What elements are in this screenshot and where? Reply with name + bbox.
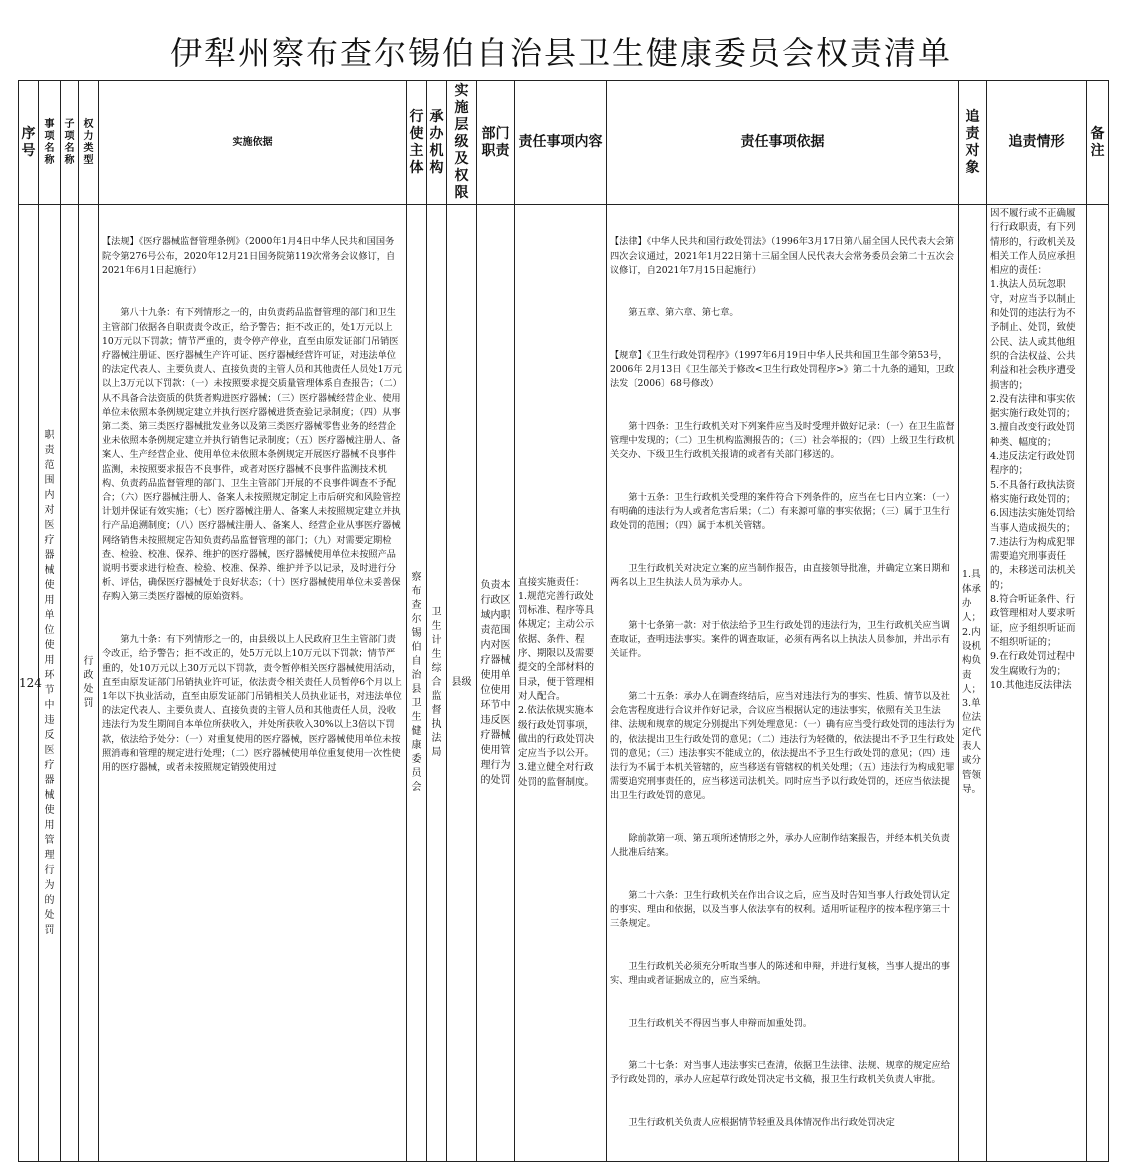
resp-basis-paragraph: 第十五条：卫生行政机关受理的案件符合下列条件的，应当在七日内立案：（一）有明确的违法行为人或者危害后果；（二）有来源可靠的事实依据；（三）属于卫生行政处罚的范围；（四）属于本机关管辖。	[610, 492, 955, 532]
row-remark	[1087, 205, 1109, 1162]
header-remark: 备注	[1087, 81, 1109, 205]
header-resp-basis: 责任事项依据	[607, 81, 959, 205]
row-dept-duty: 负责本行政区域内职责范围内对医疗器械使用单位使用环节中违反医疗器械使用管理行为的处罚	[477, 205, 515, 1162]
page-title: 伊犁州察布查尔锡伯自治县卫生健康委员会权责清单	[169, 34, 952, 72]
basis-paragraph: 【法规】《医疗器械监督管理条例》（2000年1月4日中华人民共和国国务院令第276号公布，2020年12月21日国务院第119次常务会议修订，自2021年6月1日起施行）	[102, 236, 396, 276]
header-item-name: 事项名称	[39, 81, 61, 205]
resp-basis-paragraph: 第十四条：卫生行政机关对下列案件应当及时受理并做好记录：（一）在卫生监督管理中发现的；（二）卫生机构监测报告的；（三）社会举报的；（四）上级卫生行政机关交办、下级卫生行政机关报请的或者有关部门移送的。	[610, 421, 955, 461]
table-row	[19, 205, 1109, 1162]
header-account-case: 追责情形	[987, 81, 1087, 205]
resp-basis-paragraph: 第二十六条：卫生行政机关在作出合议之后，应当及时告知当事人行政处罚认定的事实、理由和依据，以及当事人依法享有的权利。适用听证程序的按本程序第三十三条规定。	[610, 889, 950, 930]
row-accountable: 1.具体承办人； 2.内设机构负责人； 3.单位法定代表人或分管领导。	[959, 205, 987, 1162]
basis-paragraph: 第八十九条：有下列情形之一的，由负责药品监督管理的部门和卫生主管部门依据各自职责责令改正，给予警告；拒不改正的，处1万元以上10万元以下罚款；情节严重的，责令停产停业，直至由原发证部门吊销医疗器械注册证、医疗器械生产许可证、医疗器械经营许可证，对违法单位的法定代表人、主要负责人、直接负责的主管人员和其他责任人员处1万元以上3万元以下罚款：（一）未按照要求提交质量管理体系自查报告；（二）从不具备合法资质的供货者购进医疗器械；（三）医疗器械经营企业、使用单位未依照本条例规定建立并执行医疗器械进货查验记录制度；（四）从事第二类、第三类医疗器械批发业务以及第三类医疗器械零售业务的经营企业未依照本条例规定建立并执行销售记录制度；（五）医疗器械注册人、备案人、生产经营企业、使用单位未依照本条例规定开展医疗器械不良事件监测，未按照要求报告不良事件，或者对医疗器械不良事件监测技术机构、负责药品监督管理的部门、卫生主管部门开展的不良事件调查不予配合；（六）医疗器械注册人、备案人未按照规定制定上市后研究和风险管控计划并保证有效实施；（七）医疗器械注册人、备案人未按照规定建立并执行产品追溯制度；（八）医疗器械注册人、备案人、经营企业从事医疗器械网络销售未按照规定告知负责药品监督管理的部门；（九）对需要定期检查、检验、校准、保养、维护的医疗器械，医疗器械使用单位未按照产品说明书要求进行检查、检验、校准、保养、维护并予以记录，及时进行分析、评估，确保医疗器械处于良好状态；（十）医疗器械使用单位未妥善保存购入第三类医疗器械的原始资料。	[102, 307, 402, 603]
row-power-type: 行政处罚	[79, 205, 99, 1162]
resp-basis-paragraph: 第十七条第一款：对于依法给予卫生行政处罚的违法行为，卫生行政机关应当调查取证，查明违法事实。案件的调查取证，必须有两名以上执法人员参加，并出示有关证件。	[610, 619, 950, 660]
header-handler: 承办机构	[427, 81, 447, 205]
row-level: 县级	[447, 205, 477, 1162]
resp-basis-paragraph: 卫生行政机关负责人应根据情节轻重及具体情况作出行政处罚决定	[610, 1117, 895, 1128]
resp-basis-paragraph: 卫生行政机关对决定立案的应当制作报告，由直接领导批准，并确定立案日期和两名以上卫生执法人员为承办人。	[610, 563, 950, 589]
row-resp-content: 直接实施责任： 1.规范完善行政处罚标准、程序等具体规定；主动公示依据、条件、程序、期限以及需要提交的全部材料的目录，便于管理相对人配合。 2.依法依规实施本级行政处罚事项，做出的行政处罚决定应当予以公开。 3.建立健全对行政处罚的监督制度。	[515, 205, 607, 1162]
resp-basis-paragraph: 第五章、第六章、第七章。	[610, 307, 739, 319]
resp-basis-paragraph: 卫生行政机关必须充分听取当事人的陈述和申辩，并进行复核，当事人提出的事实、理由或者证据成立的，应当采纳。	[610, 960, 950, 986]
resp-basis-paragraph: 【法律】《中华人民共和国行政处罚法》（1996年3月17日第八届全国人民代表大会第四次会议通过，2021年1月22日第十三届全国人民代表大会常务委员会第二十五次会议修订，自2021年7月15日起施行）	[610, 236, 955, 276]
row-resp-basis	[607, 205, 959, 1162]
resp-basis-paragraph: 【规章】《卫生行政处罚程序》（1997年6月19日中华人民共和国卫生部令第53号，2006年 2月13日《卫生部关于修改<卫生行政处罚程序>》第二十九条的通知，卫政法发〔2006〕68号修改）	[610, 350, 955, 390]
header-seq: 序号	[19, 81, 39, 205]
header-row	[19, 81, 1109, 205]
resp-basis-paragraph: 第二十七条：对当事人违法事实已查清，依据卫生法律、法规、规章的规定应给予行政处罚的，承办人应起草行政处罚决定书文稿，报卫生行政机关负责人审批。	[610, 1060, 950, 1086]
header-level: 实施层级及权限	[447, 81, 477, 205]
row-handler: 卫生计生综合监督执法局	[427, 205, 447, 1162]
header-dept-duty: 部门职责	[477, 81, 515, 205]
header-subject: 行使主体	[407, 81, 427, 205]
row-account-case: 因不履行或不正确履行行政职责，有下列情形的，行政机关及相关工作人员应承担相应的责任： 1.执法人员玩忽职守，对应当予以制止和处罚的违法行为不予制止、处罚，致使公民、法人或其他组织的合法权益、公共利益和社会秩序遭受损害的； 2.没有法律和事实依据实施行政处罚的； 3.擅自改变行政处罚种类、幅度的； 4.违反法定行政处罚程序的； 5.不具备行政执法资格实施行政处罚的； 6.因违法实施处罚给当事人造成损失的； 7.违法行为构成犯罪需要追究刑事责任的，未移送司法机关的； 8.符合听证条件、行政管理相对人要求听证，应予组织听证而不组织听证的； 9.在行政处罚过程中发生腐败行为的； 10.其他违反法律法	[987, 205, 1087, 1162]
header-resp-content: 责任事项内容	[515, 81, 607, 205]
resp-basis-paragraph: 除前款第一项、第五项所述情形之外，承办人应制作结案报告，并经本机关负责人批准后结案。	[610, 832, 950, 859]
basis-paragraph: 第九十条：有下列情形之一的，由县级以上人民政府卫生主管部门责令改正，给予警告；拒不改正的，处5万元以上10万元以下罚款；情节严重的，处10万元以上30万元以下罚款，责令暂停相关医疗器械使用活动，直至由原发证部门吊销执业许可证，依法责令相关责任人员暂停6个月以上1年以下执业活动，直至由原发证部门吊销相关人员执业证书，对违法单位的法定代表人、主要负责人、直接负责的主管人员和其他责任人员，没收违法行为发生期间自本单位所获收入，并处所获收入30%以上3倍以下罚款，依法给予处分：（一）对重复使用的医疗器械，医疗器械使用单位未按照消毒和管理的规定进行处理；（二）医疗器械使用单位重复使用一次性使用的医疗器械，或者未按照规定销毁使用过	[102, 634, 402, 773]
row-item-name: 职责范围内对医疗器械使用单位使用环节中违反医疗器械使用管理行为的处罚	[39, 205, 61, 1162]
resp-basis-paragraph: 卫生行政机关不得因当事人申辩而加重处罚。	[610, 1017, 813, 1029]
row-subject: 察布查尔锡伯自治县卫生健康委员会	[407, 205, 427, 1162]
row-seq: 124	[19, 205, 39, 1162]
header-basis: 实施依据	[99, 81, 407, 205]
duty-list-table	[18, 80, 1109, 1162]
row-basis	[99, 205, 407, 1162]
header-accountable: 追责对象	[959, 81, 987, 205]
header-sub-item: 子项名称	[61, 81, 79, 205]
header-power-type: 权力类型	[79, 81, 99, 205]
resp-basis-paragraph: 第二十五条：承办人在调查终结后，应当对违法行为的事实、性质、情节以及社会危害程度进行合议并作好记录，合议应当根据认定的违法事实，依照有关卫生法律、法规和规章的规定分别提出下列处理意见：（一）确有应当受行政处罚的违法行为的，依法提出卫生行政处罚的意见；（二）违法行为轻微的，依法提出不予卫生行政处罚的意见；（三）违法事实不能成立的，依法提出不予卫生行政处罚的意见；（四）违法行为不属于本机关管辖的，应当移送有管辖权的机关处理；（五）违法行为构成犯罪需要追究刑事责任的，应当移送司法机关。同时应当予以行政处罚的，还应当依法提出卫生行政处罚的意见。	[610, 690, 955, 802]
row-sub-item	[61, 205, 79, 1162]
